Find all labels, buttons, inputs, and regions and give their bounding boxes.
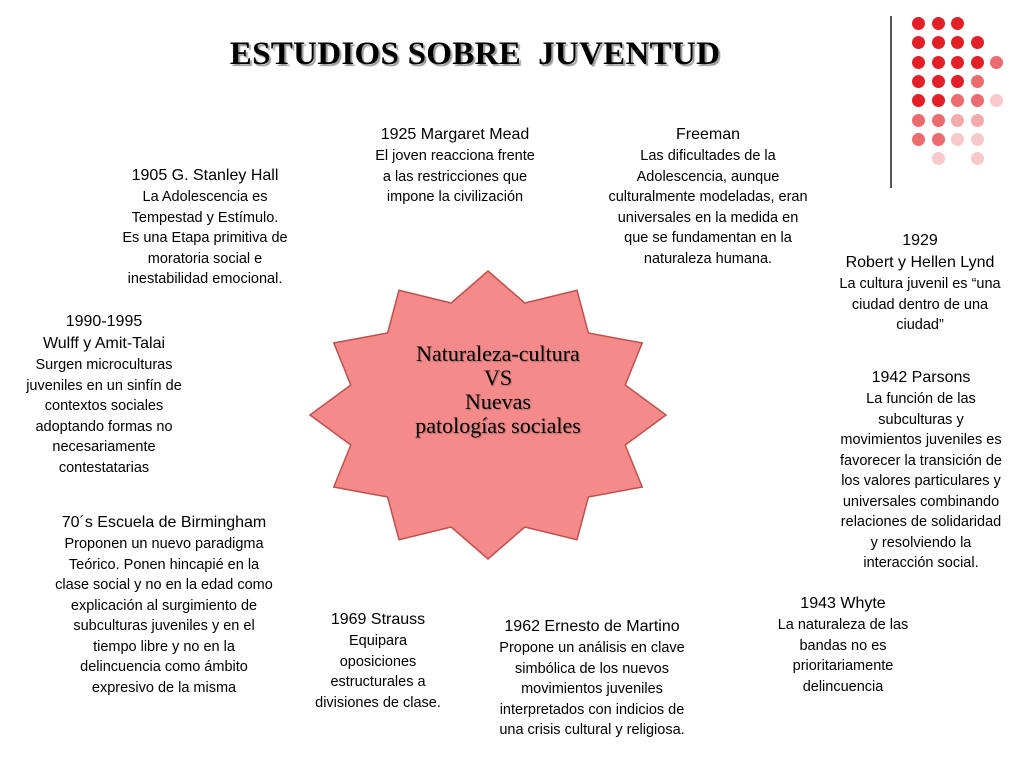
decorative-dot — [912, 133, 925, 146]
decorative-dot — [971, 36, 984, 49]
slide-title: ESTUDIOS SOBRE JUVENTUD — [229, 36, 721, 72]
study-text-line: movimientos juveniles — [521, 681, 663, 697]
study-text-line: relaciones de solidaridad — [840, 514, 1002, 530]
study-text-line: La función de las — [866, 391, 976, 407]
decorative-dot — [932, 56, 945, 69]
central-line-3: Nuevas — [465, 389, 531, 414]
decorative-divider-line — [890, 16, 892, 188]
decorative-dot — [932, 17, 945, 30]
study-freeman — [586, 124, 830, 269]
study-text-line: Propone un análisis en clave — [499, 640, 685, 656]
decorative-dot — [912, 114, 925, 127]
study-text-line: inestabilidad emocional. — [127, 271, 283, 287]
decorative-dot — [971, 114, 984, 127]
study-text-line: subculturas juveniles y en el — [73, 618, 255, 634]
study-text-line: favorecer la transición de — [840, 452, 1002, 469]
study-text-line: interacción social. — [863, 555, 979, 571]
decorative-dot — [912, 75, 925, 88]
study-text-line: culturalmente modeladas, eran — [608, 189, 808, 205]
study-heading-authors: Robert y Hellen Lynd — [845, 254, 995, 271]
decorative-dot — [932, 94, 945, 107]
study-heading: 1969 Strauss — [330, 611, 426, 628]
study-strauss — [298, 609, 458, 713]
decorative-dot — [932, 133, 945, 146]
study-text-line: Adolescencia, aunque — [636, 168, 780, 185]
study-text-line: universales combinando — [842, 493, 1000, 510]
study-text-line: juveniles en un sinfín de — [26, 377, 182, 394]
study-text-line: clase social y no en la edad como — [55, 577, 273, 593]
decorative-dot — [971, 56, 984, 69]
study-text-line: que se fundamentan en la — [624, 230, 792, 246]
decorative-dot — [971, 133, 984, 146]
decorative-dot — [912, 36, 925, 49]
study-text-line: Teórico. Ponen hincapié en la — [68, 556, 260, 573]
study-text-line: simbólica de los nuevos — [515, 660, 669, 677]
study-text-line: expresivo de la misma — [91, 679, 237, 696]
study-heading: 1990-1995 — [65, 313, 143, 330]
study-text-line: adoptando formas no — [35, 418, 173, 435]
study-heading: 70´s Escuela de Birmingham — [61, 514, 267, 531]
study-text-line: universales en la medida en — [617, 209, 799, 226]
study-text-line: divisiones de clase. — [315, 694, 441, 711]
study-text-line: los valores particulares y — [841, 473, 1001, 489]
study-text-line: Surgen microculturas — [35, 357, 173, 373]
study-text-line: Equipara — [348, 633, 408, 649]
decorative-dot — [971, 94, 984, 107]
decorative-dot — [912, 94, 925, 107]
study-birmingham — [28, 512, 300, 698]
study-text-line: moratoria social e — [147, 250, 263, 267]
study-mead — [350, 124, 560, 208]
study-text-line: contextos sociales — [44, 398, 164, 414]
study-text-line: El joven reacciona frente — [375, 148, 535, 164]
study-text-line: oposiciones — [339, 653, 417, 670]
decorative-dot — [951, 75, 964, 88]
decorative-dot — [932, 152, 945, 165]
study-text-line: tiempo libre y no en la — [93, 638, 235, 655]
central-line-2: VS — [483, 365, 513, 390]
study-text-line: a las restricciones que — [382, 168, 528, 185]
study-heading: 1942 Parsons — [871, 369, 971, 386]
decorative-dot — [932, 36, 945, 49]
study-text-line: contestatarias — [58, 459, 150, 476]
decorative-dot — [912, 56, 925, 69]
decorative-dot — [932, 114, 945, 127]
central-line-4: patologías sociales — [415, 413, 581, 438]
study-text-line: bandas no es — [799, 637, 887, 654]
study-text-line: La Adolescencia es — [142, 189, 268, 205]
decorative-dot — [971, 152, 984, 165]
study-heading: 1943 Whyte — [800, 595, 886, 612]
study-heading: 1925 Margaret Mead — [380, 126, 530, 143]
study-text-line: impone la civilización — [386, 189, 524, 205]
decorative-dot — [951, 56, 964, 69]
decorative-dot — [951, 17, 964, 30]
central-line-1: Naturaleza-cultura — [416, 341, 580, 366]
study-text-line: interpretados con indicios de — [499, 701, 685, 718]
study-text-line: una crisis cultural y religiosa. — [499, 722, 685, 738]
study-heading-authors: Wulff y Amit-Talai — [42, 335, 166, 352]
study-text-line: movimientos juveniles es — [840, 432, 1002, 448]
study-text-line: prioritariamente — [792, 658, 894, 674]
decorative-dot — [912, 17, 925, 30]
decorative-dot — [951, 133, 964, 146]
study-text-line: delincuencia como ámbito — [80, 659, 248, 675]
study-text-line: necesariamente — [52, 439, 156, 455]
decorative-dot — [932, 75, 945, 88]
decorative-dot — [951, 94, 964, 107]
study-lynd — [820, 230, 1020, 336]
study-text-line: ciudad” — [896, 317, 944, 333]
study-wulff — [8, 311, 200, 478]
study-text-line: La naturaleza de las — [777, 617, 909, 633]
study-heading: 1929 — [902, 232, 938, 249]
decorative-dot — [971, 75, 984, 88]
decorative-dot — [951, 114, 964, 127]
study-text-line: delincuencia — [802, 678, 884, 695]
study-heading: Freeman — [675, 126, 741, 143]
study-text-line: Es una Etapa primitiva de — [122, 230, 288, 246]
study-text-line: explicación al surgimiento de — [70, 597, 258, 614]
study-text-line: y resolviendo la — [870, 534, 972, 551]
study-parsons — [824, 367, 1018, 574]
study-text-line: La cultura juvenil es “una — [839, 276, 1001, 292]
study-text-line: estructurales a — [330, 674, 426, 690]
study-heading: 1962 Ernesto de Martino — [504, 618, 680, 635]
study-text-line: subculturas y — [878, 411, 964, 428]
decorative-dot — [990, 56, 1003, 69]
study-whyte — [758, 593, 928, 697]
study-heading: 1905 G. Stanley Hall — [131, 167, 279, 184]
study-text-line: Proponen un nuevo paradigma — [64, 536, 264, 552]
decorative-dot — [990, 94, 1003, 107]
decorative-dot — [951, 36, 964, 49]
study-text-line: Las dificultades de la — [640, 148, 776, 164]
study-text-line: ciudad dentro de una — [851, 296, 989, 313]
central-concept — [378, 342, 618, 438]
study-text-line: Tempestad y Estímulo. — [131, 209, 279, 226]
study-hall — [105, 165, 305, 290]
study-de-martino — [472, 616, 712, 741]
study-text-line: naturaleza humana. — [643, 250, 773, 267]
